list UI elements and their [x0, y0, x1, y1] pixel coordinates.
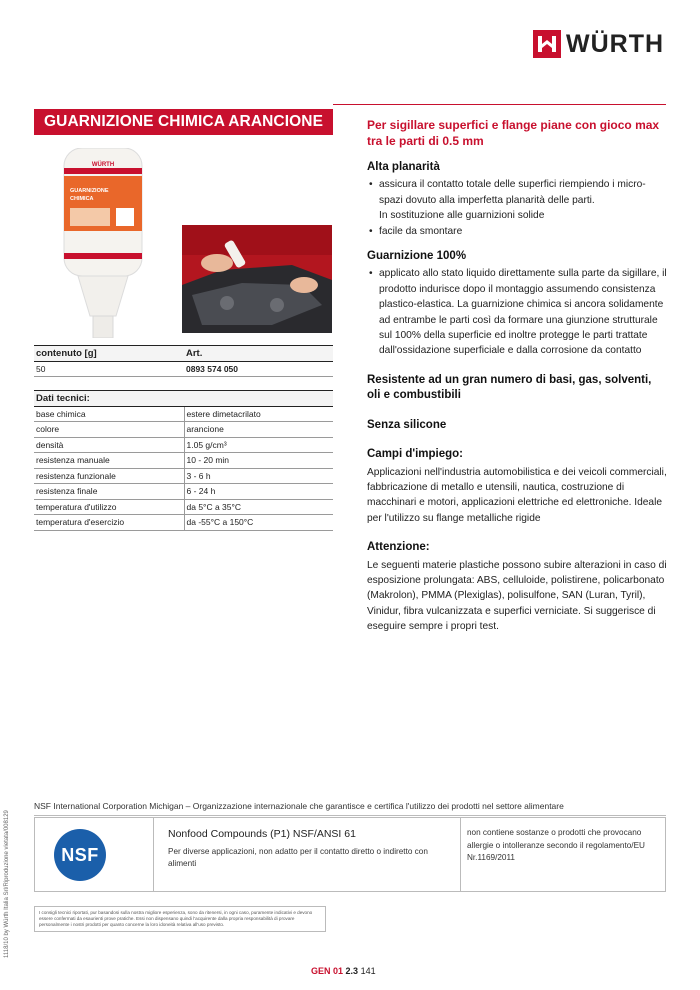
nsf-logo-icon	[54, 829, 106, 881]
footer-number: 2.3	[345, 966, 359, 976]
section-resistente	[367, 373, 667, 404]
section-silicone	[367, 418, 667, 433]
section-text: Applicazioni nell'industria automobilistica e dei veicoli commerciali, fabbricazione di metallo e utensili, nautica, costruzione di macchinari e motori, applicazioni elettriche ed elettroniche. Ideale per l'utilizzo su flange metalliche rigide	[367, 466, 667, 524]
wurth-logo-mark-icon	[533, 30, 561, 58]
section-planarita	[367, 160, 667, 239]
technical-data-table	[34, 390, 333, 531]
table-row	[34, 422, 333, 438]
tech-value: 10 - 20 min	[184, 453, 333, 469]
tech-key: resistenza manuale	[34, 453, 184, 469]
application-photo	[182, 225, 332, 333]
description-column	[367, 160, 667, 645]
tech-value: da -55°C a 150°C	[184, 515, 333, 531]
tech-value: 6 - 24 h	[184, 484, 333, 500]
article-table	[34, 345, 333, 377]
product-subtitle: Per sigillare superfici e flange piane con gioco max tra le parti di 0.5 mm	[367, 118, 660, 148]
tech-key: temperatura d'utilizzo	[34, 499, 184, 515]
nsf-box	[34, 817, 666, 892]
bullet-item: • assicura il contatto totale delle superfici riempiendo i micro-spazi dovuto alla imperfetta planarità delle parti. In sostituzione alle guarnizioni solide	[367, 177, 667, 223]
section-title: Resistente ad un gran numero di basi, gas, solventi, oli e combustibili	[367, 373, 652, 402]
top-rule	[333, 104, 666, 105]
tube-brand: WÜRTH	[91, 162, 115, 168]
header-dati-tecnici: Dati tecnici:	[34, 391, 333, 407]
table-row	[34, 361, 333, 377]
section-title: Alta planarità	[367, 161, 440, 173]
section-title: Senza silicone	[367, 418, 447, 431]
section-attenzione	[367, 540, 667, 634]
table-header-row	[34, 391, 333, 407]
tech-key: resistenza finale	[34, 484, 184, 500]
section-text: Le seguenti materie plastiche possono subire alterazioni in caso di esposizione prolungata: ABS, celluloide, polistirene, policarbonato (Makrolon), PMMA (Plexiglas), polisulfone, SAN (Luran, Tyril), Vinidur, fibra vulcanizzata e superfici verniciate. Si suggerisce di eseguire sempre i propri test.	[367, 559, 667, 633]
product-tube-image	[58, 148, 148, 338]
section-title: Attenzione:	[367, 541, 430, 554]
tech-value: da 5°C a 35°C	[184, 499, 333, 515]
cell-art-number: 0893 574 050	[184, 361, 333, 377]
table-row	[34, 499, 333, 515]
nsf-allergen-note: non contiene sostanze o prodotti che provocano allergie o intolleranze secondo il regolamento/EU Nr.1169/2011	[460, 818, 665, 891]
nsf-logo-text: NSF	[61, 844, 99, 865]
bullet-item: • facile da smontare	[367, 224, 667, 239]
logo-text: WÜRTH	[566, 29, 665, 58]
table-row	[34, 468, 333, 484]
section-campi	[367, 447, 667, 526]
tech-value: 1.05 g/cm³	[184, 437, 333, 453]
wurth-logo	[533, 28, 664, 60]
section-title: Guarnizione 100%	[367, 250, 467, 263]
tech-key: base chimica	[34, 406, 184, 422]
tech-key: densità	[34, 437, 184, 453]
tech-key: colore	[34, 422, 184, 438]
header-art: Art.	[184, 346, 333, 362]
tech-key: resistenza funzionale	[34, 468, 184, 484]
nsf-description: Per diverse applicazioni, non adatto per il contatto diretto o indiretto con alimenti	[168, 847, 428, 868]
table-row	[34, 484, 333, 500]
bullet-item: • applicato allo stato liquido direttamente sulla parte da sigillare, il prodotto indurisce dopo il montaggio assumendo consistenza plastico-elastica. La guarnizione chimica si ancora solidamente ad entrambe le parti così da formare una giunzione strutturale sul 100% della superficie ed inoltre protegge le parti trattate dall'ossidazione superficiale e dalla corrosione da contatto	[367, 266, 667, 358]
table-row	[34, 515, 333, 531]
disclaimer: I consigli tecnici riportati, pur basandosi sulla nostra migliore esperienza, sono da ritenersi, in ogni caso, puramente indicativi e devono essere confermati da esaurienti prove pratiche. Essi non dispensano quindi l'acquirente dalla propria responsabilità di provare personalmente i nostri prodotti per quanto concerne la loro idoneità relativa all'uso previsto.	[34, 906, 326, 932]
product-title: GUARNIZIONE CHIMICA ARANCIONE	[34, 109, 333, 135]
tech-value: 3 - 6 h	[184, 468, 333, 484]
side-copyright-text: 1118/10 by Würth Italia Srl/Riproduzione vietata/008129	[4, 810, 10, 958]
tech-value: estere dimetacrilato	[184, 406, 333, 422]
table-row	[34, 406, 333, 422]
cell-contenuto: 50	[34, 361, 184, 377]
tech-key: temperatura d'esercizio	[34, 515, 184, 531]
section-title: Campi d'impiego:	[367, 448, 464, 461]
tube-label-1: GUARNIZIONE	[70, 188, 109, 194]
nsf-title: Nonfood Compounds (P1) NSF/ANSI 61	[168, 828, 356, 840]
table-row	[34, 453, 333, 469]
table-header-row	[34, 346, 333, 362]
table-row	[34, 437, 333, 453]
page-footer	[311, 966, 376, 976]
footer-section: GEN 01	[311, 966, 344, 976]
section-guarnizione	[367, 249, 667, 359]
header-contenuto: contenuto [g]	[34, 346, 184, 362]
footer-page: 141	[360, 966, 376, 976]
nsf-intro: NSF International Corporation Michigan – Organizzazione internazionale che garantisce e certifica l'utilizzo dei prodotti nel settore alimentare	[34, 801, 666, 816]
nsf-certification	[153, 818, 460, 891]
tube-label-2: CHIMICA	[70, 196, 94, 202]
tech-value: arancione	[184, 422, 333, 438]
